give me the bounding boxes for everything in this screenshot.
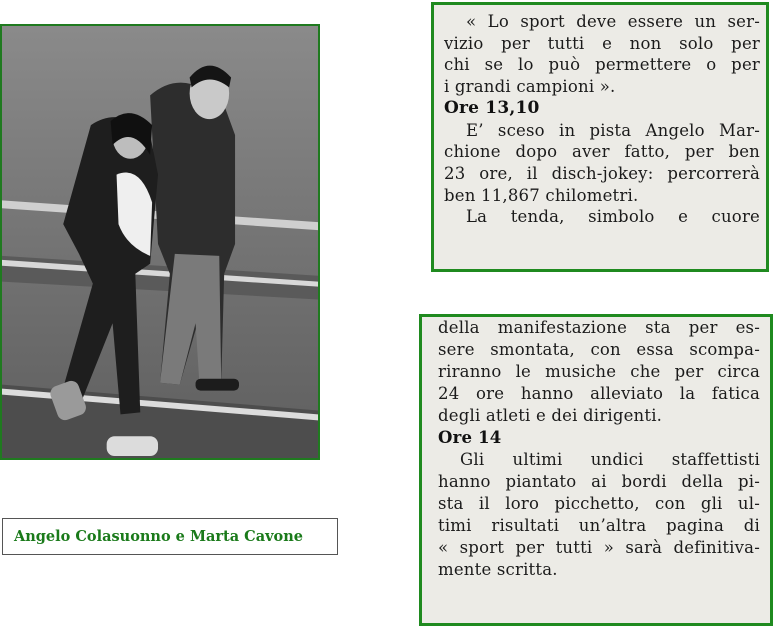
clip2-line: mente scritta. [438, 560, 558, 579]
photo-caption: Angelo Colasuonno e Marta Cavone [14, 528, 303, 545]
clip1-line: E’ sceso in pista Angelo Mar- [466, 120, 760, 140]
clip1-line: chi se lo può permettere o per [444, 55, 760, 75]
clip1-line: vizio per tutti e non solo per [444, 33, 760, 53]
athletes-photo [0, 24, 320, 460]
clip1-line: « Lo sport deve essere un ser- [466, 12, 760, 31]
clip2-line: della manifestazione sta per es- [438, 318, 760, 337]
clip2-line: sta il loro picchetto, con gli ul- [438, 494, 760, 513]
clip2-heading: Ore 14 [438, 428, 502, 447]
clip2-line: 24 ore hanno alleviato la fatica [438, 384, 760, 403]
clip1-line: 23 ore, il disch-jokey: percorrerà [444, 163, 760, 183]
clip2-line: riranno le musiche che per circa [438, 362, 760, 381]
clip2-line: hanno piantato ai bordi della pi- [438, 472, 760, 491]
clip1-heading: Ore 13,10 [444, 97, 540, 118]
clip2-line: degli atleti e dei dirigenti. [438, 406, 663, 425]
clip2-line: sere smontata, con essa scompa- [438, 340, 760, 359]
clip2-line: Gli ultimi undici staffettisti [460, 450, 760, 469]
clip2-line: « sport per tutti » sarà definitiva- [438, 538, 760, 557]
newspaper-clipping-2 [419, 314, 773, 626]
photo-image [2, 26, 318, 458]
clip1-line: chione dopo aver fatto, per ben [444, 142, 760, 162]
newspaper-clipping-1 [431, 2, 769, 272]
photo-caption-box [2, 518, 338, 555]
clip1-line: i grandi campioni ». [444, 77, 616, 97]
clip2-line: timi risultati un’altra pagina di [438, 516, 760, 535]
clip1-line: La tenda, simbolo e cuore [466, 207, 760, 227]
clip1-line: ben 11,867 chilometri. [444, 185, 639, 205]
